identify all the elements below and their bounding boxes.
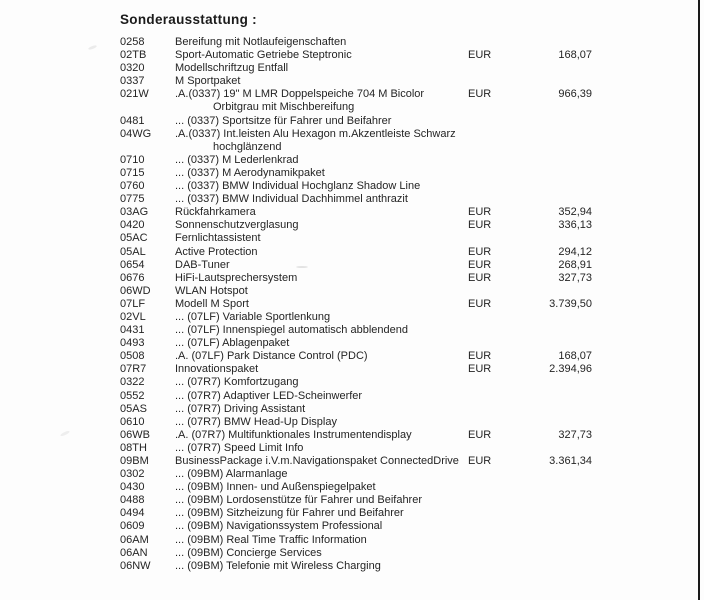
cell-description (175, 36, 468, 49)
description-line-1: Fernlichtassistent (175, 232, 261, 245)
cell-option-code: 0420 (120, 219, 145, 232)
table-row (120, 429, 600, 442)
cell-description (175, 246, 468, 259)
cell-currency: EUR (468, 363, 492, 376)
description-line-1: ... (09BM) Sitzheizung für Fahrer und Beifahrer (175, 507, 404, 520)
description-line-1: ... (09BM) Alarmanlage (175, 468, 288, 481)
description-line-1: Rückfahrkamera (175, 206, 256, 219)
table-row (120, 311, 600, 324)
cell-price: 327,73 (558, 271, 592, 284)
scan-edge-line (698, 0, 700, 600)
cell-description (175, 547, 468, 560)
description-line-1: ... (0337) BMW Individual Dachhimmel anthrazit (175, 193, 408, 206)
description-line-1: ... (07LF) Ablagenpaket (175, 337, 290, 350)
cell-description (175, 481, 468, 494)
description-line-1: ... (07R7) Speed Limit Info (175, 441, 304, 454)
cell-price: 294,12 (558, 245, 592, 258)
cell-option-code: 0775 (120, 193, 145, 206)
cell-description (175, 193, 468, 206)
description-line-1: Modellschriftzug Entfall (175, 62, 289, 75)
cell-description (175, 49, 468, 62)
cell-description (175, 468, 468, 481)
table-row (120, 232, 600, 245)
description-line-1: ... (07LF) Variable Sportlenkung (175, 310, 331, 323)
description-line-1: ... (07R7) Komfortzugang (175, 376, 299, 389)
table-row (120, 128, 600, 154)
cell-description (175, 520, 468, 533)
cell-description (175, 62, 468, 75)
cell-option-code: 06NW (120, 559, 151, 572)
description-line-1: .A.(0337) 19" M LMR Doppelspeiche 704 M Bicolor (175, 88, 425, 101)
cell-option-code: 0552 (120, 389, 145, 402)
cell-currency: EUR (468, 88, 492, 101)
table-row (120, 534, 600, 547)
cell-price: 168,07 (558, 49, 592, 62)
cell-description (175, 416, 468, 429)
cell-option-code: 0609 (120, 520, 145, 533)
description-line-2: Orbitgrau mit Mischbereifung (213, 101, 355, 114)
cell-option-code: 0610 (120, 415, 145, 428)
cell-price: 336,13 (558, 219, 592, 232)
table-row (120, 206, 600, 219)
table-row (120, 468, 600, 481)
description-line-1: M Sportpaket (175, 75, 241, 88)
cell-option-code: 07LF (120, 297, 146, 310)
cell-option-code: 0258 (120, 36, 145, 48)
table-row (120, 88, 600, 114)
cell-description (175, 403, 468, 416)
description-line-1: Innovationspaket (175, 363, 259, 376)
cell-currency: EUR (468, 258, 492, 271)
cell-option-code: 02VL (120, 310, 146, 323)
cell-description (175, 376, 468, 389)
table-row (120, 494, 600, 507)
description-line-1: ... (0337) M Aerodynamikpaket (175, 166, 325, 179)
table-row (120, 403, 600, 416)
table-row (120, 560, 600, 573)
cell-price: 3.361,34 (549, 455, 592, 467)
cell-description (175, 442, 468, 455)
cell-option-code: 09BM (120, 455, 149, 467)
cell-option-code: 0493 (120, 337, 145, 350)
cell-option-code: 06AM (120, 533, 149, 546)
cell-price: 168,07 (558, 350, 592, 363)
cell-option-code: 07R7 (120, 363, 147, 376)
cell-option-code: 0676 (120, 271, 145, 284)
table-row (120, 246, 600, 259)
table-row (120, 193, 600, 206)
cell-description (175, 115, 468, 128)
table-row (120, 337, 600, 350)
table-row (120, 390, 600, 403)
cell-price: 3.739,50 (549, 297, 592, 310)
description-line-1: DAB-Tuner (175, 258, 230, 271)
cell-option-code: 0337 (120, 75, 145, 88)
cell-price: 2.394,96 (549, 363, 592, 376)
description-line-1: .A. (07R7) Multifunktionales Instrumentendisplay (175, 428, 412, 441)
cell-description (175, 219, 468, 232)
cell-option-code: 05AC (120, 232, 148, 245)
cell-option-code: 0760 (120, 180, 145, 193)
table-row (120, 547, 600, 560)
cell-description (175, 311, 468, 324)
description-line-1: ... (09BM) Lordosenstütze für Fahrer und Beifahrer (175, 494, 423, 507)
description-line-1: BusinessPackage i.V.m.Navigationspaket ConnectedDrive (175, 455, 459, 467)
description-line-1: ... (07R7) BMW Head-Up Display (175, 415, 337, 428)
table-row (120, 75, 600, 88)
description-line-1: Sport-Automatic Getriebe Steptronic (175, 49, 352, 62)
cell-option-code: 0481 (120, 114, 145, 127)
description-line-1: ... (09BM) Telefonie mit Wireless Charging (175, 559, 381, 572)
table-row (120, 285, 600, 298)
cell-option-code: 06WB (120, 428, 150, 441)
cell-currency: EUR (468, 350, 492, 363)
cell-option-code: 0654 (120, 258, 145, 271)
cell-description (175, 324, 468, 337)
description-line-1: ... (09BM) Real Time Traffic Information (175, 533, 367, 546)
description-line-1: ... (07R7) Adaptiver LED-Scheinwerfer (175, 389, 363, 402)
cell-option-code: 021W (120, 88, 149, 101)
cell-currency: EUR (468, 245, 492, 258)
description-line-1: ... (07LF) Innenspiegel automatisch abblendend (175, 324, 408, 337)
cell-currency: EUR (468, 271, 492, 284)
page-title: Sonderausstattung : (120, 12, 257, 27)
cell-description (175, 298, 468, 311)
cell-description (175, 363, 468, 376)
description-line-2: hochglänzend (213, 140, 282, 153)
cell-price: 966,39 (558, 88, 592, 101)
cell-description (175, 494, 468, 507)
cell-currency: EUR (468, 206, 492, 219)
description-line-1: Active Protection (175, 245, 258, 258)
cell-option-code: 06AN (120, 546, 148, 559)
table-row (120, 62, 600, 75)
table-row (120, 363, 600, 376)
table-row (120, 115, 600, 128)
table-row (120, 298, 600, 311)
table-row (120, 350, 600, 363)
description-line-1: Bereifung mit Notlaufeigenschaften (175, 36, 347, 48)
table-row (120, 520, 600, 533)
cell-option-code: 0715 (120, 166, 145, 179)
cell-option-code: 05AS (120, 402, 147, 415)
description-line-1: ... (0337) Sportsitze für Fahrer und Beifahrer (175, 114, 392, 127)
cell-price: 268,91 (558, 258, 592, 271)
table-row (120, 154, 600, 167)
cell-option-code: 05AL (120, 245, 146, 258)
cell-option-code: 0430 (120, 481, 145, 494)
description-line-1: ... (0337) BMW Individual Hochglanz Shadow Line (175, 180, 421, 193)
cell-option-code: 03AG (120, 206, 149, 219)
description-line-1: .A.(0337) Int.leisten Alu Hexagon m.Akzentleiste Schwarz (175, 127, 456, 140)
cell-currency: EUR (468, 455, 492, 467)
table-row (120, 219, 600, 232)
cell-price: 327,73 (558, 428, 592, 441)
cell-option-code: 0710 (120, 153, 145, 166)
table-row (120, 49, 600, 62)
cell-option-code: 0302 (120, 468, 145, 481)
cell-option-code: 0322 (120, 376, 145, 389)
cell-description (175, 272, 468, 285)
cell-currency: EUR (468, 297, 492, 310)
cell-description (175, 167, 468, 180)
cell-description (175, 232, 468, 245)
table-row (120, 167, 600, 180)
cell-description (175, 534, 468, 547)
cell-description (175, 507, 468, 520)
description-line-1: Sonnenschutzverglasung (175, 219, 299, 232)
description-line-1: ... (07R7) Driving Assistant (175, 402, 306, 415)
cell-description (175, 285, 468, 298)
cell-description (175, 337, 468, 350)
cell-description (175, 75, 468, 88)
description-line-1: ... (09BM) Innen- und Außenspiegelpaket (175, 481, 376, 494)
table-row (120, 442, 600, 455)
cell-option-code: 0508 (120, 350, 145, 363)
cell-currency: EUR (468, 219, 492, 232)
cell-description (175, 350, 468, 363)
cell-option-code: 0494 (120, 507, 145, 520)
cell-description (175, 429, 468, 442)
table-row (120, 324, 600, 337)
cell-option-code: 0320 (120, 62, 145, 75)
cell-description (175, 259, 468, 272)
table-row (120, 259, 600, 272)
cell-price: 352,94 (558, 206, 592, 219)
description-line-1: ... (09BM) Concierge Services (175, 546, 322, 559)
cell-option-code: 0488 (120, 494, 145, 507)
table-row (120, 36, 600, 49)
description-line-1: WLAN Hotspot (175, 284, 248, 297)
cell-description (175, 154, 468, 167)
table-row (120, 180, 600, 193)
cell-currency: EUR (468, 428, 492, 441)
table-row (120, 376, 600, 389)
description-line-1: Modell M Sport (175, 297, 249, 310)
cell-option-code: 08TH (120, 441, 147, 454)
cell-description (175, 455, 468, 468)
table-row (120, 272, 600, 285)
table-row (120, 481, 600, 494)
table-row (120, 416, 600, 429)
cell-description (175, 88, 468, 114)
scan-artifact (88, 45, 97, 51)
cell-description (175, 390, 468, 403)
cell-option-code: 06WD (120, 284, 151, 297)
cell-option-code: 02TB (120, 49, 147, 62)
table-row (120, 507, 600, 520)
cell-description (175, 180, 468, 193)
cell-option-code: 04WG (120, 127, 152, 140)
options-table (120, 36, 600, 573)
cell-description (175, 128, 468, 154)
description-line-1: HiFi-Lautsprechersystem (175, 271, 298, 284)
cell-currency: EUR (468, 49, 492, 62)
description-line-1: .A. (07LF) Park Distance Control (PDC) (175, 350, 368, 363)
cell-description (175, 560, 468, 573)
description-line-1: ... (0337) M Lederlenkrad (175, 153, 299, 166)
scan-artifact (296, 266, 308, 268)
cell-description (175, 206, 468, 219)
cell-option-code: 0431 (120, 324, 145, 337)
scan-artifact (60, 430, 70, 437)
description-line-1: ... (09BM) Navigationssystem Professional (175, 520, 383, 533)
table-row (120, 455, 600, 468)
